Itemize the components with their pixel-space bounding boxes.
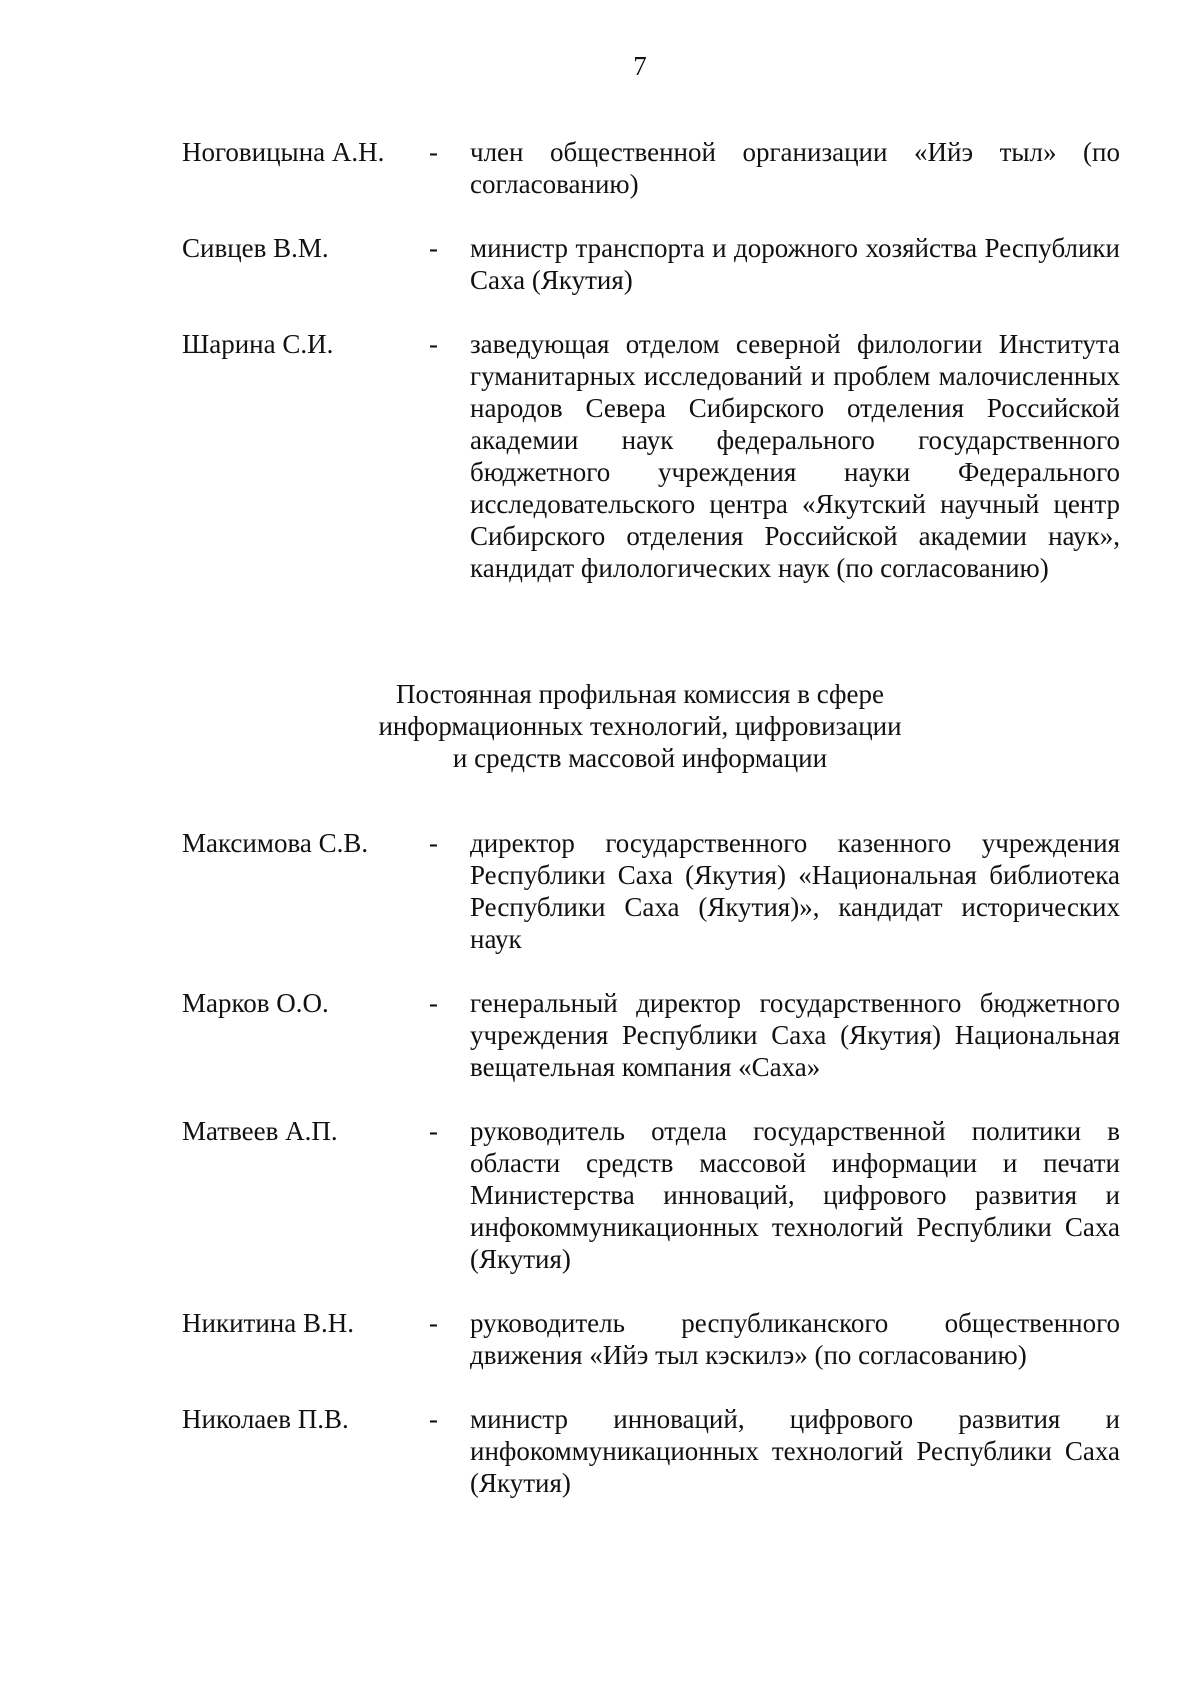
- member-dash: -: [429, 1116, 438, 1146]
- member-dash: -: [429, 1308, 438, 1338]
- member-name: Шарина С.И.: [182, 329, 334, 359]
- member-name: Сивцев В.М.: [182, 233, 329, 263]
- member-description: руководитель отдела государственной политики в области средств массовой информации и печати Министерства инноваций, цифрового развития и инфокоммуникационных технологий Республики Саха (Якутия): [470, 1116, 1120, 1274]
- member-dash: -: [429, 988, 438, 1018]
- member-name: Максимова С.В.: [182, 828, 369, 858]
- member-description: член общественной организации «Ийэ тыл» (по согласованию): [470, 137, 1120, 199]
- member-description: заведующая отделом северной филологии Института гуманитарных исследований и проблем малочисленных народов Севера Сибирского отделения Российской академии наук федерального государственного бюджетного учреждения науки Федерального исследовательского центра «Якутский научный центр Сибирского отделения Российской академии наук», кандидат филологических наук (по согласованию): [470, 329, 1120, 583]
- member-name: Никитина В.Н.: [182, 1308, 354, 1338]
- heading-line: и средств массовой информации: [452, 743, 828, 773]
- member-name: Ноговицына А.Н.: [182, 137, 385, 167]
- member-description: руководитель республиканского общественного движения «Ийэ тыл кэскилэ» (по согласованию): [470, 1308, 1120, 1370]
- member-dash: -: [429, 1404, 438, 1434]
- member-dash: -: [429, 329, 438, 359]
- member-description: министр транспорта и дорожного хозяйства Республики Саха (Якутия): [470, 233, 1120, 295]
- commission-heading: [0, 678, 1200, 774]
- page-number: 7: [633, 51, 647, 81]
- member-name: Николаев П.В.: [182, 1404, 349, 1434]
- heading-line: Постоянная профильная комиссия в сфере: [396, 679, 884, 709]
- member-description: министр инноваций, цифрового развития и инфокоммуникационных технологий Республики Саха (Якутия): [470, 1404, 1120, 1498]
- member-description: директор государственного казенного учреждения Республики Саха (Якутия) «Национальная библиотека Республики Саха (Якутия)», кандидат исторических наук: [470, 828, 1120, 954]
- member-dash: -: [429, 828, 438, 858]
- member-name: Матвеев А.П.: [182, 1116, 338, 1146]
- member-name: Марков О.О.: [182, 988, 329, 1018]
- member-description: генеральный директор государственного бюджетного учреждения Республики Саха (Якутия) Национальная вещательная компания «Саха»: [470, 988, 1120, 1082]
- heading-line: информационных технологий, цифровизации: [378, 711, 902, 741]
- member-dash: -: [429, 233, 438, 263]
- member-dash: -: [429, 137, 438, 167]
